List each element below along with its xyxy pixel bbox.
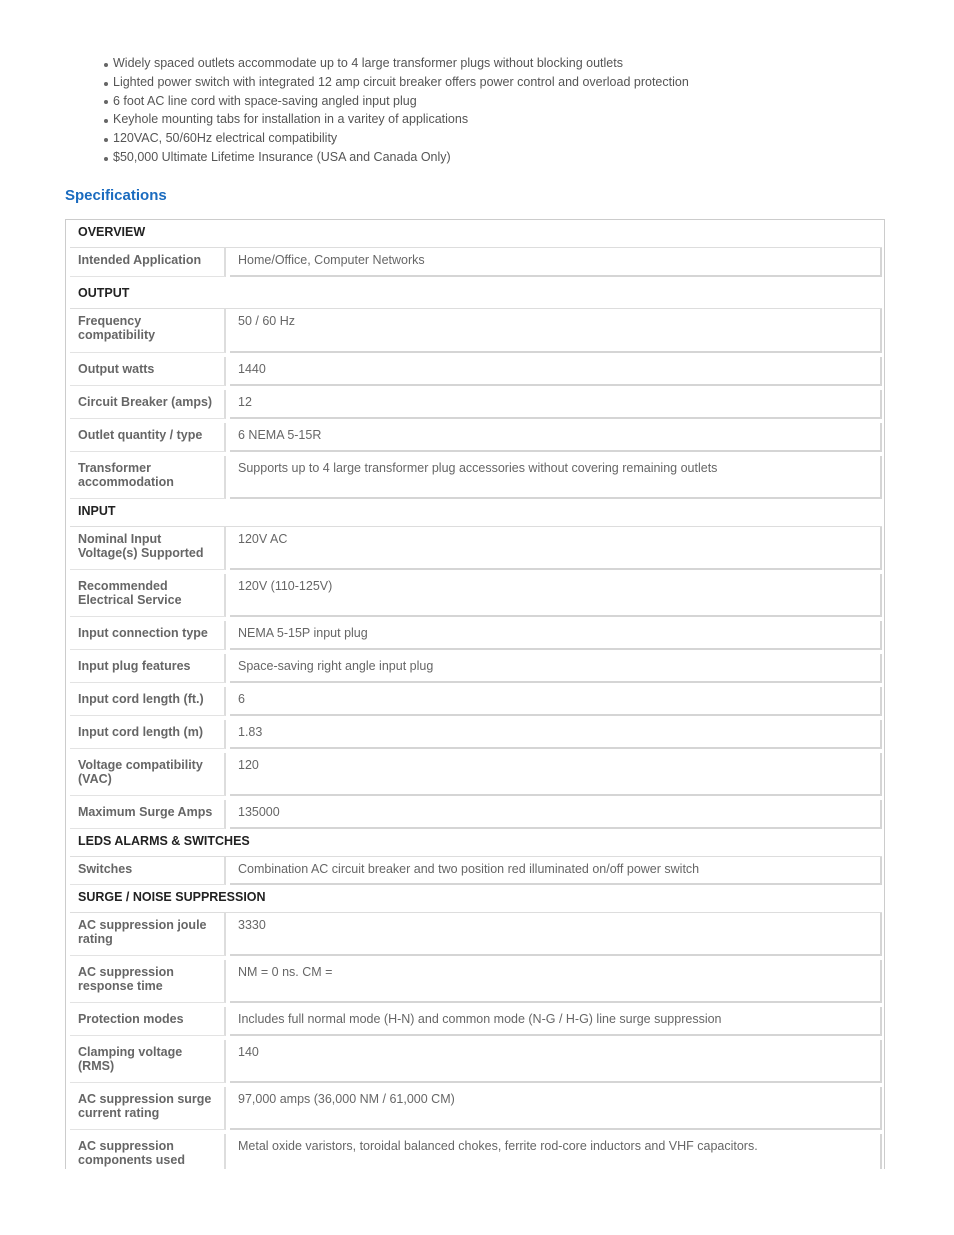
bullet-icon	[104, 100, 108, 104]
spec-label: AC suppression response time	[70, 960, 226, 1003]
spec-label: Clamping voltage (RMS)	[70, 1040, 226, 1083]
spec-label: Input cord length (m)	[70, 720, 226, 749]
spec-value: Metal oxide varistors, toroidal balanced chokes, ferrite rod-core inductors and VHF capacitors.	[230, 1134, 882, 1169]
specifications-table	[70, 220, 882, 1169]
spec-row	[70, 309, 882, 353]
specifications-panel	[65, 219, 885, 1169]
spec-value: 6	[230, 687, 882, 716]
spec-value: 120	[230, 753, 882, 796]
spec-row	[70, 960, 882, 1003]
spec-value: 3330	[230, 913, 882, 956]
spec-row	[70, 857, 882, 885]
bullet-icon	[104, 157, 108, 161]
feature-text: $50,000 Ultimate Lifetime Insurance (USA and Canada Only)	[113, 149, 451, 164]
section-header-overview: OVERVIEW	[70, 220, 882, 248]
spec-row	[70, 248, 882, 277]
spec-value: Home/Office, Computer Networks	[230, 248, 882, 277]
bullet-icon	[104, 138, 108, 142]
spec-row	[70, 1007, 882, 1036]
spec-value: 97,000 amps (36,000 NM / 61,000 CM)	[230, 1087, 882, 1130]
spec-label: Recommended Electrical Service	[70, 574, 226, 617]
bullet-icon	[104, 63, 108, 67]
spec-value: 120V (110-125V)	[230, 574, 882, 617]
spec-label: AC suppression surge current rating	[70, 1087, 226, 1130]
bullet-icon	[104, 119, 108, 123]
spec-row	[70, 654, 882, 683]
feature-text: Widely spaced outlets accommodate up to 4 large transformer plugs without blocking outlets	[113, 56, 623, 70]
feature-item	[104, 148, 689, 167]
spec-label: Voltage compatibility (VAC)	[70, 753, 226, 796]
spec-label: Switches	[70, 857, 226, 885]
specifications-heading: Specifications	[65, 187, 167, 204]
spec-row	[70, 800, 882, 829]
spec-value: Combination AC circuit breaker and two position red illuminated on/off power switch	[230, 857, 882, 885]
spec-row	[70, 527, 882, 570]
spec-row	[70, 1087, 882, 1130]
spec-row	[70, 621, 882, 650]
spec-value: 1440	[230, 357, 882, 386]
spec-row	[70, 423, 882, 452]
spec-value: 140	[230, 1040, 882, 1083]
spec-value: NM = 0 ns. CM =	[230, 960, 882, 1003]
spec-row	[70, 720, 882, 749]
spec-label: Circuit Breaker (amps)	[70, 390, 226, 419]
spec-label: Outlet quantity / type	[70, 423, 226, 452]
spec-label: Frequency compatibility	[70, 309, 226, 353]
spec-value: 135000	[230, 800, 882, 829]
feature-text: Lighted power switch with integrated 12 amp circuit breaker offers power control and overload protection	[113, 74, 689, 89]
spec-row	[70, 1134, 882, 1169]
spec-label: Input plug features	[70, 654, 226, 683]
spec-row	[70, 357, 882, 386]
feature-text: 120VAC, 50/60Hz electrical compatibility	[113, 131, 338, 146]
spec-value: Includes full normal mode (H-N) and common mode (N-G / H-G) line surge suppression	[230, 1007, 882, 1036]
spec-value: 1.83	[230, 720, 882, 749]
spec-row	[70, 456, 882, 499]
spec-row	[70, 1040, 882, 1083]
spec-value: 12	[230, 390, 882, 419]
spec-label: Output watts	[70, 357, 226, 386]
spec-label: Input cord length (ft.)	[70, 687, 226, 716]
section-header-leds-alarms-switches: LEDS ALARMS & SWITCHES	[70, 829, 882, 857]
spec-value: 120V AC	[230, 527, 882, 570]
feature-item	[104, 110, 689, 129]
spec-row	[70, 687, 882, 716]
feature-item	[104, 92, 689, 111]
feature-item	[104, 54, 689, 73]
spec-label: Input connection type	[70, 621, 226, 650]
spec-label: Protection modes	[70, 1007, 226, 1036]
spec-row	[70, 390, 882, 419]
spec-label: AC suppression joule rating	[70, 913, 226, 956]
section-header-input: INPUT	[70, 499, 882, 527]
spec-label: AC suppression components used	[70, 1134, 226, 1169]
spec-label: Transformer accommodation	[70, 456, 226, 499]
spec-row	[70, 574, 882, 617]
spec-value: Space-saving right angle input plug	[230, 654, 882, 683]
spec-label: Nominal Input Voltage(s) Supported	[70, 527, 226, 570]
spec-value: NEMA 5-15P input plug	[230, 621, 882, 650]
spec-row	[70, 753, 882, 796]
spec-value: 6 NEMA 5-15R	[230, 423, 882, 452]
feature-text: Keyhole mounting tabs for installation in a varitey of applications	[113, 112, 469, 127]
spec-row	[70, 913, 882, 956]
spec-label: Intended Application	[70, 248, 226, 277]
feature-item	[104, 129, 689, 148]
spec-value: Supports up to 4 large transformer plug accessories without covering remaining outlets	[230, 456, 882, 499]
feature-list	[104, 54, 689, 167]
feature-item	[104, 73, 689, 92]
bullet-icon	[104, 82, 108, 86]
section-header-surge-noise-suppression: SURGE / NOISE SUPPRESSION	[70, 885, 882, 913]
spec-label: Maximum Surge Amps	[70, 800, 226, 829]
spec-value: 50 / 60 Hz	[230, 309, 882, 353]
feature-text: 6 foot AC line cord with space-saving angled input plug	[113, 93, 417, 108]
section-header-output: OUTPUT	[70, 281, 882, 309]
